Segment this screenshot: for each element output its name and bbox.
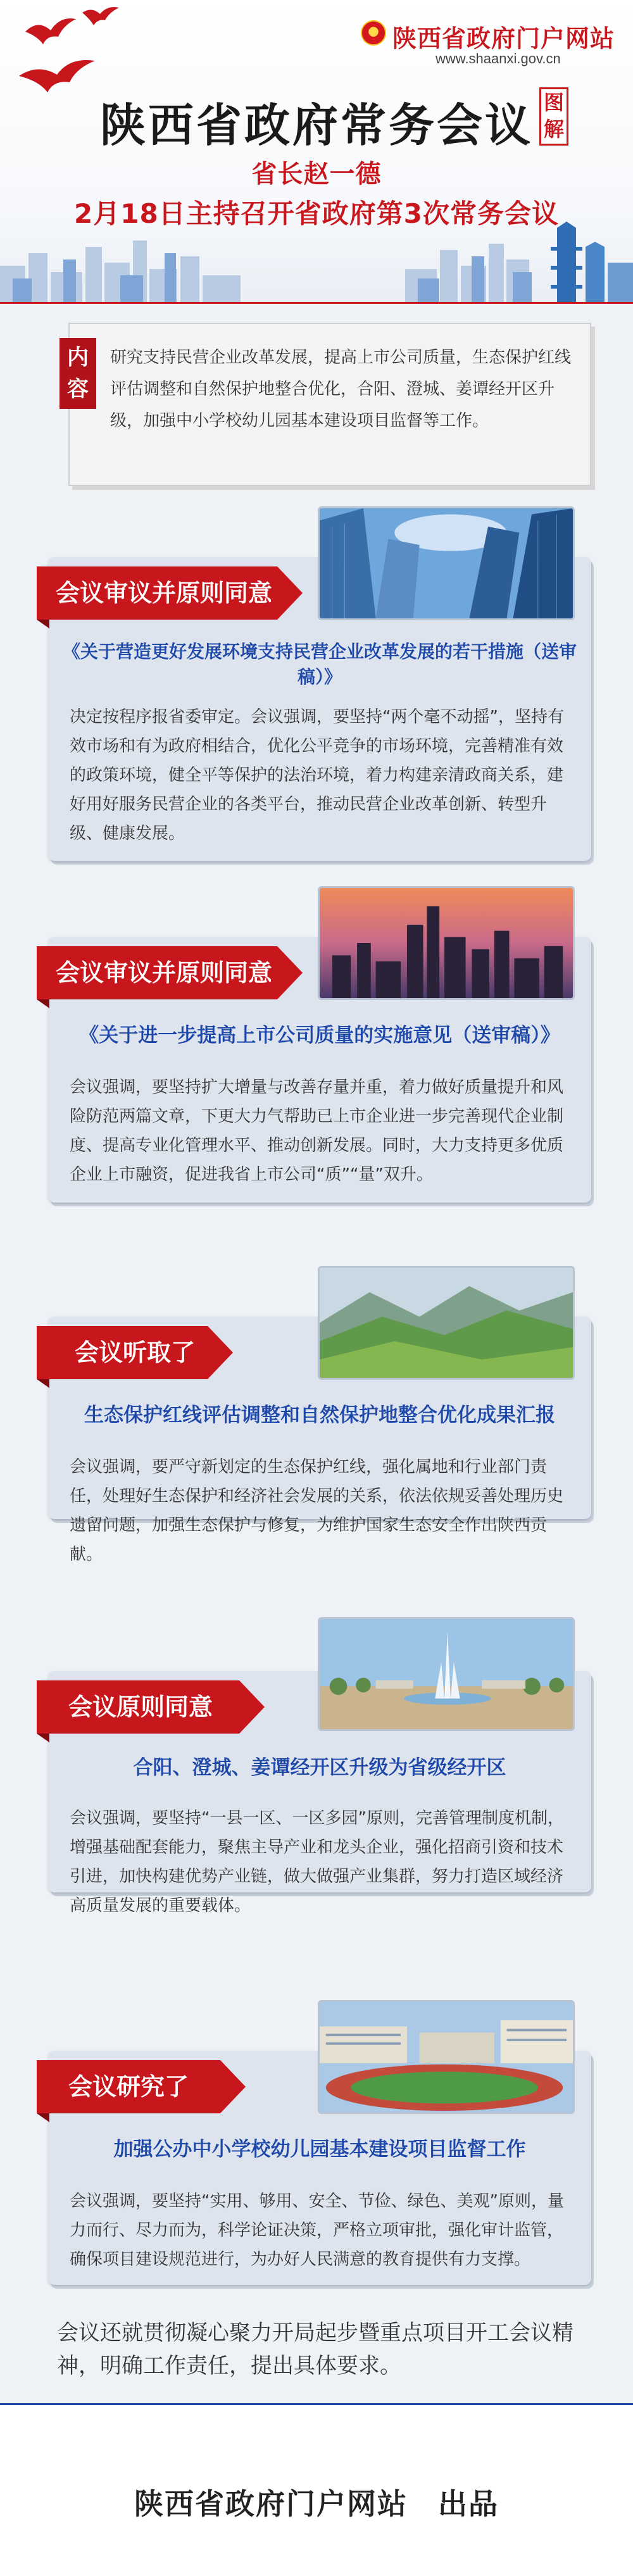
ribbon-label-3: 会议听取了 <box>37 1326 208 1379</box>
body-text-4: 会议强调，要坚持“一县一区、一区多园”原则，完善管理制度机制，增强基础配套能力，聚焦主导产业和龙头企业，强化招商引资和技术引进，加快构建优势产业链，做大做强产业集群，努力打造区域经济高质量发展的重要载体。 <box>70 1809 564 1915</box>
doc-title-2: 《关于进一步提高上市公司质量的实施意见（送审稿）》 <box>79 1024 560 1047</box>
header-divider <box>0 302 633 304</box>
doc-title-1: 《关于营造更好发展环境支持民营企业改革发展的若干措施（送审稿）》 <box>62 641 577 687</box>
intro-text: 研究支持民营企业改革发展，提高上市公司质量，生态保护红线评估调整和自然保护地整合优化，合阳、澄城、姜谭经开区升级，加强中小学校幼儿园基本建设项目监督等工作。 <box>110 348 572 430</box>
page-title: 陕西省政府常务会议 <box>99 99 533 152</box>
doc-title-4: 合阳、澄城、姜谭经开区升级为省级经开区 <box>133 1756 506 1779</box>
body-text-2: 会议强调，要坚持扩大增量与改善存量并重，着力做好质量提升和风险防范两篇文章，下更大力气帮助已上市企业进一步完善现代企业制度、提高专业化管理水平、推动创新发展。同时，大力支持更多优质企业上市融资，促进我省上市公司“质”“量”双升。 <box>70 1078 564 1184</box>
body-text-1: 决定按程序报省委审定。会议强调，要坚持“两个毫不动摇”，坚持有效市场和有为政府相结合，优化公平竞争的市场环境，完善精准有效的政策环境，健全平等保护的法治环境，着力构建亲清政商关系，建好用好服务民营企业的各类平台，推动民营企业改革创新、转型升级、健康发展。 <box>70 708 564 843</box>
photo-green-mountains <box>318 1266 575 1380</box>
doc-title-3: 生态保护红线评估调整和自然保护地整合优化成果汇报 <box>84 1404 555 1427</box>
header <box>0 0 633 304</box>
body-text-5: 会议强调，要坚持“实用、够用、安全、节俭、绿色、美观”原则，量力而行、尽力而为，科学论证决策，严格立项审批，强化审计监管，确保项目建设规范进行，为办好人民满意的教育提供有力支撑。 <box>70 2192 564 2269</box>
ribbon-label-5: 会议研究了 <box>37 2060 220 2113</box>
photo-city-skyline-dusk <box>318 886 575 1000</box>
closing-text: 会议还就贯彻凝心聚力开局起步暨重点项目开工会议精神，明确工作责任，提出具体要求。 <box>57 2320 573 2379</box>
ribbon-label-2: 会议审议并原则同意 <box>37 946 277 999</box>
photo-school-sports-field <box>318 2000 575 2114</box>
photo-skyscrapers <box>318 506 575 620</box>
national-emblem-icon <box>361 20 386 46</box>
intro-box <box>68 323 591 486</box>
subtitle-governor: 省长赵一德 <box>251 159 382 189</box>
site-logo[interactable] <box>361 19 620 70</box>
city-skyline-illustration <box>0 209 633 304</box>
intro-tag: 内容 <box>60 338 96 409</box>
footer-credit: 陕西省政府门户网站 出品 <box>134 2487 499 2521</box>
ribbon-label-1: 会议审议并原则同意 <box>37 566 277 620</box>
photo-fountain-plaza <box>318 1617 575 1731</box>
doc-title-5: 加强公办中小学校幼儿园基本建设项目监督工作 <box>113 2138 526 2161</box>
tujie-badge: 图解 <box>539 87 568 146</box>
site-name: 陕西省政府门户网站 <box>392 25 615 53</box>
ribbon-label-4: 会议原则同意 <box>37 1680 239 1734</box>
subtitle-meeting: 2月18日主持召开省政府第3次常务会议 <box>74 198 559 229</box>
body-text-3: 会议强调，要严守新划定的生态保护红线，强化属地和行业部门责任，处理好生态保护和经济社会发展的关系，依法依规妥善处理历史遗留问题，加强生态保护与修复，为维护国家生态安全作出陕西贡献。 <box>70 1458 564 1564</box>
red-birds-decoration <box>13 6 139 101</box>
site-url: www.shaanxi.gov.cn <box>436 51 561 66</box>
footer <box>0 2405 633 2576</box>
